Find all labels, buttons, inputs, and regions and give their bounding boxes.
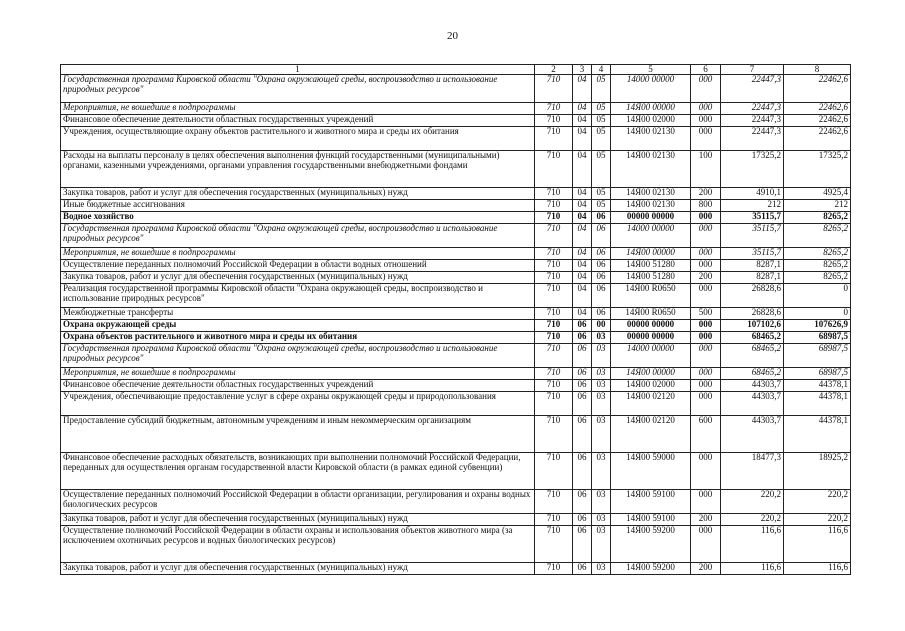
row-ministry-code: 710 (535, 115, 573, 127)
table-row (61, 344, 851, 368)
row-ministry-code: 710 (535, 514, 573, 526)
row-section: 06 (573, 563, 592, 575)
header-cell: 1 (61, 65, 535, 75)
row-description: Межбюджетные трансферты (61, 308, 535, 320)
row-description: Закупка товаров, работ и услуг для обеспечения государственных (муниципальных) нужд (61, 514, 535, 526)
row-amount-year-1: 220,2 (721, 490, 784, 514)
budget-table (60, 64, 851, 575)
row-amount-year-2: 8265,2 (784, 224, 851, 248)
row-ministry-code: 710 (535, 248, 573, 260)
row-target-article: 14Я00 02000 (611, 115, 691, 127)
row-amount-year-1: 68465,2 (721, 344, 784, 368)
row-amount-year-1: 44303,7 (721, 416, 784, 453)
row-target-article: 14Я00 02130 (611, 188, 691, 200)
row-target-article: 14Я00 02130 (611, 151, 691, 188)
row-amount-year-1: 44303,7 (721, 380, 784, 392)
row-subsection: 03 (592, 344, 611, 368)
row-expense-type: 000 (691, 392, 721, 416)
row-amount-year-1: 17325,2 (721, 151, 784, 188)
row-description: Мероприятия, не вошедшие в подпрограммы (61, 248, 535, 260)
row-description: Охрана объектов растительного и животного мира и среды их обитания (61, 332, 535, 344)
row-target-article: 14Я00 02130 (611, 127, 691, 151)
row-expense-type: 000 (691, 490, 721, 514)
row-target-article: 14Я00 02120 (611, 392, 691, 416)
row-section: 06 (573, 514, 592, 526)
row-ministry-code: 710 (535, 260, 573, 272)
table-row (61, 260, 851, 272)
row-amount-year-2: 8265,2 (784, 212, 851, 224)
row-subsection: 06 (592, 260, 611, 272)
row-amount-year-2: 0 (784, 284, 851, 308)
row-target-article: 14Я00 59000 (611, 453, 691, 490)
row-subsection: 05 (592, 115, 611, 127)
row-target-article: 00000 00000 (611, 212, 691, 224)
row-ministry-code: 710 (535, 212, 573, 224)
row-section: 04 (573, 248, 592, 260)
row-section: 04 (573, 103, 592, 115)
row-section: 04 (573, 272, 592, 284)
table-row (61, 188, 851, 200)
page-number: 20 (447, 30, 458, 42)
row-target-article: 14Я00 59200 (611, 526, 691, 563)
row-description: Финансовое обеспечение деятельности областных государственных учреждений (61, 380, 535, 392)
row-amount-year-1: 26828,6 (721, 284, 784, 308)
row-subsection: 05 (592, 200, 611, 212)
row-section: 06 (573, 344, 592, 368)
row-expense-type: 000 (691, 368, 721, 380)
row-amount-year-1: 44303,7 (721, 392, 784, 416)
row-amount-year-2: 44378,1 (784, 416, 851, 453)
header-cell: 3 (573, 65, 592, 75)
table-row (61, 368, 851, 380)
row-description: Предоставление субсидий бюджетным, автономным учреждениям и иным некоммерческим организациям (61, 416, 535, 453)
row-subsection: 03 (592, 332, 611, 344)
row-section: 06 (573, 526, 592, 563)
row-amount-year-2: 22462,6 (784, 75, 851, 103)
row-section: 06 (573, 320, 592, 332)
row-ministry-code: 710 (535, 563, 573, 575)
header-cell: 8 (784, 65, 851, 75)
row-amount-year-2: 68987,5 (784, 344, 851, 368)
row-amount-year-1: 107102,6 (721, 320, 784, 332)
row-amount-year-2: 116,6 (784, 526, 851, 563)
row-amount-year-1: 22447,3 (721, 127, 784, 151)
row-expense-type: 000 (691, 224, 721, 248)
row-ministry-code: 710 (535, 490, 573, 514)
row-description: Реализация государственной программы Кировской области "Охрана окружающей среды, воспроизводство и использование природных ресурсов" (61, 284, 535, 308)
table-row (61, 392, 851, 416)
row-expense-type: 000 (691, 320, 721, 332)
row-description: Осуществление переданных полномочий Российской Федерации в области организации, регулирования и охраны водных биологических ресурсов (61, 490, 535, 514)
row-expense-type: 200 (691, 188, 721, 200)
row-target-article: 14Я00 R0650 (611, 284, 691, 308)
row-amount-year-1: 116,6 (721, 563, 784, 575)
row-amount-year-1: 68465,2 (721, 332, 784, 344)
table-row (61, 332, 851, 344)
row-amount-year-1: 8287,1 (721, 260, 784, 272)
row-ministry-code: 710 (535, 392, 573, 416)
row-expense-type: 000 (691, 380, 721, 392)
row-section: 04 (573, 188, 592, 200)
row-amount-year-2: 17325,2 (784, 151, 851, 188)
row-amount-year-2: 68987,5 (784, 332, 851, 344)
row-target-article: 14Я00 02120 (611, 416, 691, 453)
row-ministry-code: 710 (535, 75, 573, 103)
row-description: Учреждения, обеспечивающие предоставление услуг в сфере охраны окружающей среды и природопользования (61, 392, 535, 416)
row-subsection: 03 (592, 490, 611, 514)
row-subsection: 03 (592, 380, 611, 392)
row-description: Государственная программа Кировской области "Охрана окружающей среды, воспроизводство и использование природных ресурсов" (61, 344, 535, 368)
table-row (61, 526, 851, 563)
row-section: 04 (573, 75, 592, 103)
row-section: 06 (573, 368, 592, 380)
header-cell: 6 (691, 65, 721, 75)
table-row (61, 127, 851, 151)
row-description: Расходы на выплаты персоналу в целях обеспечения выполнения функций государственными (муниципальными) органами, казенными учреждениями, органами управления государственными внебюджетными фондами (61, 151, 535, 188)
row-target-article: 14000 00000 (611, 224, 691, 248)
row-expense-type: 000 (691, 284, 721, 308)
header-row (61, 65, 851, 75)
row-description: Закупка товаров, работ и услуг для обеспечения государственных (муниципальных) нужд (61, 272, 535, 284)
row-subsection: 03 (592, 526, 611, 563)
row-amount-year-2: 68987,5 (784, 368, 851, 380)
table-row (61, 248, 851, 260)
header-cell: 7 (721, 65, 784, 75)
row-description: Охрана окружающей среды (61, 320, 535, 332)
row-ministry-code: 710 (535, 368, 573, 380)
row-description: Государственная программа Кировской области "Охрана окружающей среды, воспроизводство и использование природных ресурсов" (61, 75, 535, 103)
row-expense-type: 800 (691, 200, 721, 212)
row-amount-year-2: 22462,6 (784, 115, 851, 127)
row-section: 04 (573, 127, 592, 151)
row-expense-type: 000 (691, 260, 721, 272)
row-subsection: 03 (592, 416, 611, 453)
row-amount-year-1: 8287,1 (721, 272, 784, 284)
row-ministry-code: 710 (535, 526, 573, 563)
row-section: 04 (573, 151, 592, 188)
table-row (61, 490, 851, 514)
table-row (61, 224, 851, 248)
row-subsection: 05 (592, 151, 611, 188)
row-section: 04 (573, 212, 592, 224)
row-section: 04 (573, 224, 592, 248)
row-ministry-code: 710 (535, 320, 573, 332)
row-amount-year-1: 116,6 (721, 526, 784, 563)
row-subsection: 03 (592, 453, 611, 490)
row-target-article: 14Я00 59100 (611, 490, 691, 514)
row-subsection: 03 (592, 563, 611, 575)
row-description: Осуществление полномочий Российской Федерации в области охраны и использования объектов животного мира (за исключением охотничьих ресурсов и водных биологических ресурсов) (61, 526, 535, 563)
row-section: 06 (573, 332, 592, 344)
row-amount-year-2: 220,2 (784, 490, 851, 514)
row-target-article: 14Я00 02130 (611, 200, 691, 212)
row-ministry-code: 710 (535, 127, 573, 151)
row-amount-year-1: 35115,7 (721, 248, 784, 260)
row-ministry-code: 710 (535, 224, 573, 248)
row-amount-year-2: 8265,2 (784, 272, 851, 284)
row-amount-year-2: 0 (784, 308, 851, 320)
row-amount-year-1: 212 (721, 200, 784, 212)
row-ministry-code: 710 (535, 151, 573, 188)
row-description: Государственная программа Кировской области "Охрана окружающей среды, воспроизводство и использование природных ресурсов" (61, 224, 535, 248)
row-amount-year-2: 212 (784, 200, 851, 212)
row-amount-year-1: 26828,6 (721, 308, 784, 320)
row-target-article: 14Я00 00000 (611, 368, 691, 380)
row-amount-year-1: 18477,3 (721, 453, 784, 490)
table-row (61, 75, 851, 103)
row-expense-type: 000 (691, 75, 721, 103)
row-subsection: 06 (592, 284, 611, 308)
row-subsection: 03 (592, 514, 611, 526)
row-target-article: 14Я00 59200 (611, 563, 691, 575)
row-section: 06 (573, 453, 592, 490)
table-row (61, 453, 851, 490)
row-amount-year-2: 107626,9 (784, 320, 851, 332)
row-target-article: 14000 00000 (611, 344, 691, 368)
table-row (61, 308, 851, 320)
row-description: Финансовое обеспечение расходных обязательств, возникающих при выполнении полномочий Российской Федерации, переданных для осуществления органам государственной власти Кировской области (в рамках единой субвенции) (61, 453, 535, 490)
row-amount-year-1: 220,2 (721, 514, 784, 526)
row-target-article: 14Я00 R0650 (611, 308, 691, 320)
row-subsection: 03 (592, 368, 611, 380)
row-ministry-code: 710 (535, 453, 573, 490)
row-expense-type: 500 (691, 308, 721, 320)
row-subsection: 00 (592, 320, 611, 332)
row-expense-type: 000 (691, 127, 721, 151)
row-target-article: 14000 00000 (611, 75, 691, 103)
row-ministry-code: 710 (535, 308, 573, 320)
row-subsection: 06 (592, 212, 611, 224)
row-expense-type: 000 (691, 103, 721, 115)
table-row (61, 151, 851, 188)
table-body (61, 75, 851, 575)
row-subsection: 06 (592, 272, 611, 284)
row-expense-type: 000 (691, 115, 721, 127)
table-row (61, 115, 851, 127)
row-subsection: 05 (592, 188, 611, 200)
row-description: Закупка товаров, работ и услуг для обеспечения государственных (муниципальных) нужд (61, 188, 535, 200)
row-expense-type: 000 (691, 212, 721, 224)
row-ministry-code: 710 (535, 332, 573, 344)
row-target-article: 14Я00 59100 (611, 514, 691, 526)
row-target-article: 14Я00 51280 (611, 272, 691, 284)
row-expense-type: 000 (691, 248, 721, 260)
row-ministry-code: 710 (535, 188, 573, 200)
row-expense-type: 000 (691, 453, 721, 490)
row-description: Закупка товаров, работ и услуг для обеспечения государственных (муниципальных) нужд (61, 563, 535, 575)
row-section: 06 (573, 490, 592, 514)
row-amount-year-2: 22462,6 (784, 103, 851, 115)
row-amount-year-1: 22447,3 (721, 75, 784, 103)
row-amount-year-2: 18925,2 (784, 453, 851, 490)
row-amount-year-1: 35115,7 (721, 212, 784, 224)
header-cell: 5 (611, 65, 691, 75)
row-section: 04 (573, 115, 592, 127)
row-subsection: 05 (592, 127, 611, 151)
row-amount-year-1: 22447,3 (721, 103, 784, 115)
row-description: Мероприятия, не вошедшие в подпрограммы (61, 368, 535, 380)
table-row (61, 200, 851, 212)
row-ministry-code: 710 (535, 272, 573, 284)
row-ministry-code: 710 (535, 284, 573, 308)
row-expense-type: 000 (691, 332, 721, 344)
row-amount-year-2: 44378,1 (784, 392, 851, 416)
row-target-article: 00000 00000 (611, 332, 691, 344)
row-ministry-code: 710 (535, 380, 573, 392)
row-target-article: 00000 00000 (611, 320, 691, 332)
row-section: 04 (573, 260, 592, 272)
row-section: 06 (573, 380, 592, 392)
row-amount-year-2: 22462,6 (784, 127, 851, 151)
table-row (61, 212, 851, 224)
row-description: Иные бюджетные ассигнования (61, 200, 535, 212)
row-target-article: 14Я00 00000 (611, 103, 691, 115)
row-expense-type: 000 (691, 344, 721, 368)
row-expense-type: 000 (691, 526, 721, 563)
row-amount-year-2: 220,2 (784, 514, 851, 526)
row-amount-year-1: 22447,3 (721, 115, 784, 127)
table-row (61, 103, 851, 115)
row-section: 04 (573, 308, 592, 320)
header-cell: 4 (592, 65, 611, 75)
row-target-article: 14Я00 00000 (611, 248, 691, 260)
table-row (61, 514, 851, 526)
row-description: Учреждения, осуществляющие охрану объектов растительного и животного мира и среды их обитания (61, 127, 535, 151)
table-row (61, 380, 851, 392)
row-subsection: 05 (592, 75, 611, 103)
table-row (61, 320, 851, 332)
row-amount-year-2: 4925,4 (784, 188, 851, 200)
row-ministry-code: 710 (535, 416, 573, 453)
row-ministry-code: 710 (535, 344, 573, 368)
row-section: 06 (573, 392, 592, 416)
row-amount-year-1: 35115,7 (721, 224, 784, 248)
row-description: Финансовое обеспечение деятельности областных государственных учреждений (61, 115, 535, 127)
row-subsection: 05 (592, 103, 611, 115)
row-amount-year-1: 68465,2 (721, 368, 784, 380)
row-expense-type: 200 (691, 563, 721, 575)
row-subsection: 06 (592, 224, 611, 248)
row-description: Мероприятия, не вошедшие в подпрограммы (61, 103, 535, 115)
row-section: 04 (573, 284, 592, 308)
row-description: Осуществление переданных полномочий Российской Федерации в области водных отношений (61, 260, 535, 272)
row-amount-year-2: 8265,2 (784, 248, 851, 260)
row-expense-type: 200 (691, 514, 721, 526)
row-target-article: 14Я00 02000 (611, 380, 691, 392)
row-expense-type: 600 (691, 416, 721, 453)
row-subsection: 06 (592, 308, 611, 320)
row-amount-year-1: 4910,1 (721, 188, 784, 200)
table-row (61, 563, 851, 575)
row-subsection: 03 (592, 392, 611, 416)
header-cell: 2 (535, 65, 573, 75)
row-subsection: 06 (592, 248, 611, 260)
table-row (61, 416, 851, 453)
row-section: 06 (573, 416, 592, 453)
row-target-article: 14Я00 51280 (611, 260, 691, 272)
row-amount-year-2: 116,6 (784, 563, 851, 575)
row-amount-year-2: 44378,1 (784, 380, 851, 392)
row-ministry-code: 710 (535, 103, 573, 115)
table-row (61, 284, 851, 308)
row-ministry-code: 710 (535, 200, 573, 212)
table-row (61, 272, 851, 284)
row-expense-type: 200 (691, 272, 721, 284)
row-amount-year-2: 8265,2 (784, 260, 851, 272)
row-description: Водное хозяйство (61, 212, 535, 224)
row-expense-type: 100 (691, 151, 721, 188)
row-section: 04 (573, 200, 592, 212)
